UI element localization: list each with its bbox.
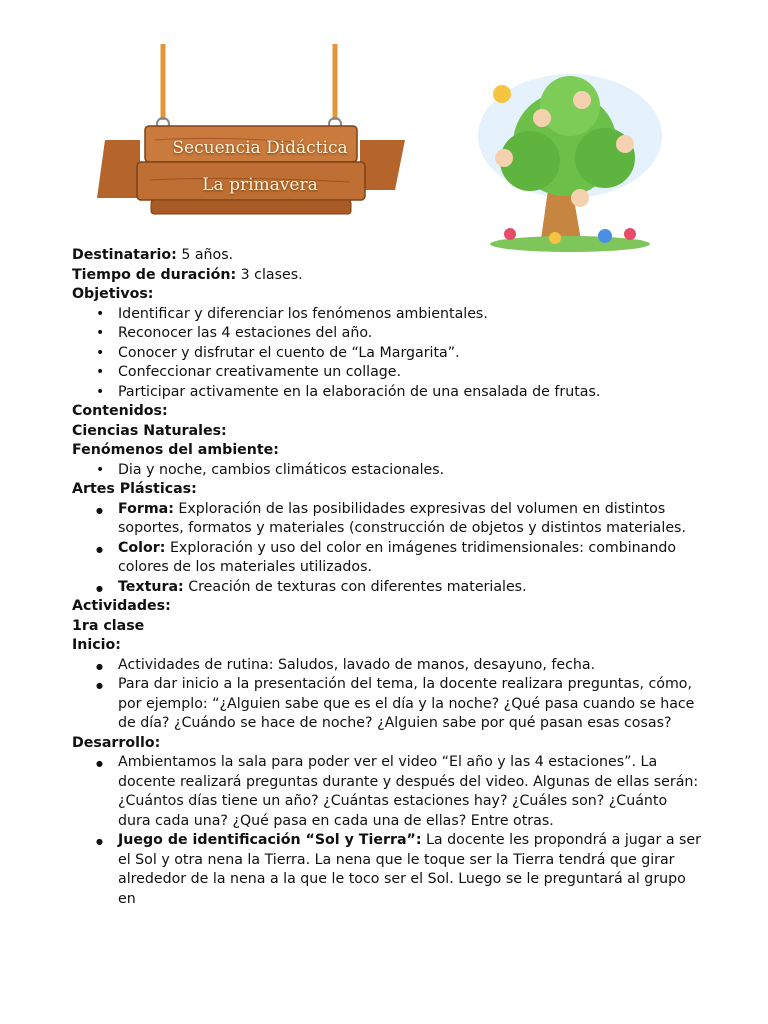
list-item: ● Para dar inicio a la presentación del tema, la docente realizara preguntas, cómo, por ejemplo: “¿Alguien sabe que es el día y la noche? ¿Qué pasa cuando se hace de día? ¿Cuándo se hace de noche? ¿Alguien sabe por qué pasan esas cosas? (72, 675, 702, 734)
objetivos-heading: Objetivos: (72, 286, 154, 302)
tiempo-value: 3 clases. (236, 266, 303, 283)
objetivos-list (72, 305, 702, 403)
color-label: Color: (118, 539, 166, 556)
tree-illustration (470, 66, 670, 256)
list-item: • Identificar y diferenciar los fenómenos ambientales. (72, 305, 702, 325)
tiempo-label: Tiempo de duración: (72, 266, 237, 283)
actividades-heading: Actividades: (72, 598, 171, 614)
list-item (72, 578, 702, 598)
fenomenos-list (72, 461, 702, 481)
list-item: • Dia y noche, cambios climáticos estacionales. (72, 461, 702, 481)
ciencias-heading: Ciencias Naturales: (72, 422, 227, 439)
tiempo-line (72, 266, 702, 286)
list-item: ● Actividades de rutina: Saludos, lavado de manos, desayuno, fecha. (72, 656, 702, 676)
list-item (72, 539, 702, 578)
list-item (72, 831, 702, 909)
color-text: Exploración y uso del color en imágenes tridimensionales: combinando colores de los materiales utilizados. (118, 539, 677, 575)
textura-text: Creación de texturas con diferentes materiales. (183, 578, 527, 595)
textura-label: Textura: (118, 578, 184, 595)
document-body (72, 246, 702, 909)
sign-title-line2: La primavera (202, 175, 318, 195)
forma-text: Exploración de las posibilidades expresivas del volumen en distintos soportes, formatos y materiales (construcción de objetos y distintos materiales. (118, 500, 686, 536)
artes-heading: Artes Plásticas: (72, 481, 197, 497)
sign-title-line1: Secuencia Didáctica (172, 138, 348, 158)
inicio-heading: Inicio: (72, 637, 121, 653)
juego-label: Juego de identificación “Sol y Tierra”: (118, 832, 422, 848)
destinatario-line (72, 246, 702, 266)
list-item: • Reconocer las 4 estaciones del año. (72, 324, 702, 344)
tree-with-children-icon (470, 66, 670, 256)
destinatario-label: Destinatario: (72, 247, 177, 263)
desarrollo-list (72, 753, 702, 909)
list-item: • Confeccionar creativamente un collage. (72, 363, 702, 383)
fenomenos-heading: Fenómenos del ambiente: (72, 442, 279, 458)
destinatario-value: 5 años. (176, 247, 234, 263)
list-item: • Conocer y disfrutar el cuento de “La Margarita”. (72, 344, 702, 364)
contenidos-heading: Contenidos: (72, 403, 168, 419)
title-sign (95, 40, 415, 230)
desarrollo-heading: Desarrollo: (72, 734, 161, 751)
clase-heading: 1ra clase (72, 617, 145, 634)
list-item: • Participar activamente en la elaboración de una ensalada de frutas. (72, 383, 702, 403)
inicio-list (72, 656, 702, 734)
artes-list (72, 500, 702, 598)
forma-label: Forma: (118, 500, 174, 517)
list-item (72, 500, 702, 539)
wooden-sign-icon (95, 40, 415, 230)
juego-text: La docente les propondrá a jugar a ser el Sol y otra nena la Tierra. La nena que le toque ser la Tierra tendrá que girar alrededor de la nena a la que le toco ser el Sol. Luego se le preguntará al grupo en (118, 832, 701, 907)
list-item: ● Ambientamos la sala para poder ver el video “El año y las 4 estaciones”. La docente realizará preguntas durante y después del video. Algunas de ellas serán: ¿Cuántos días tiene un año? ¿Cuántas estaciones hay? ¿Cuáles son? ¿Cuánto dura cada una? ¿Qué pasa en cada una de ellas? Entre otras. (72, 753, 702, 831)
